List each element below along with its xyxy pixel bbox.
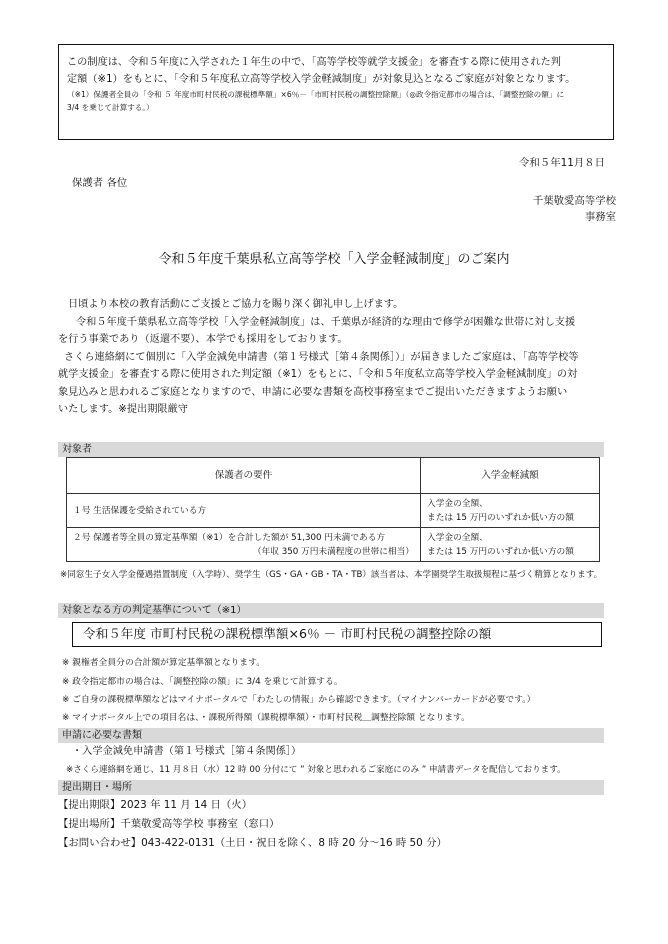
office-name: 事務室	[584, 211, 616, 223]
body-p3d: いたします。※提出期限厳守	[58, 404, 188, 415]
submission-contact: 【お問い合わせ】043-422-0131（土日・祝日を除く、8 時 20 分～16 時 50 分）	[58, 837, 447, 849]
documents-note: ※さくら連絡網を通じ、11 月８日（水）12 時 00 分付にて ” 対象と思われるご家庭にのみ ” 申請書データを配信しております。	[66, 765, 566, 775]
requirement-text: ２号 保護者等全員の算定基準額（※1）を合計した額が 51,300 円未満である方	[73, 532, 386, 543]
requirement-subtext: （年収 350 万円未満程度の世帯に相当）	[252, 546, 414, 557]
target-footnote: ※同窓生子女入学金優遇措置制度（入学時）、奨学生（GS・GA・GB・TA・TB）該当者は、本学園奨学生取扱規程に基づく精算となります。	[60, 570, 603, 580]
amount-line-2: または 15 万円のいずれか低い方の額	[427, 512, 574, 523]
recipient: 保護者 各位	[72, 177, 128, 189]
body-p3b: 就学支援金」を審査する際に使用された判定額（※1）をもとに、「令和５年度私立高等学校入学金軽減制度」の対	[58, 369, 578, 380]
body-p3a: さくら連絡網にて個別に「入学金減免申請書（第１号様式［第４条関係］）」が届きましたご家庭は、「高等学校等	[64, 351, 579, 363]
requirement-text: １号 生活保護を受給されている方	[73, 505, 207, 516]
table-header-row	[67, 458, 600, 494]
amount-line-2: または 15 万円のいずれか低い方の額	[427, 546, 574, 557]
table-cell-requirement	[67, 528, 421, 562]
documents-item: ・入学金減免申請書（第１号様式［第４条関係］）	[72, 746, 302, 757]
section-submission-heading: 提出期日・場所	[58, 780, 604, 795]
criteria-note-2: ※ 政令指定都市の場合は、「調整控除の額」に 3/4 を乗じて計算する。	[62, 677, 343, 687]
body-text	[58, 296, 618, 419]
criteria-note-3: ※ ご自身の課税標準額などはマイナポータルで「わたしの情報」から確認できます。（マイナンバーカードが必要です。）	[62, 695, 536, 705]
eligibility-table	[66, 457, 600, 562]
table-cell-amount	[421, 528, 600, 562]
amount-line-1: 入学金の全額、	[427, 498, 488, 509]
body-p1: 日頃より本校の教育活動にご支援とご協力を賜り深く御礼申し上げます。	[68, 299, 404, 310]
submission-place: 【提出場所】千葉敬愛高等学校 事務室（窓口）	[58, 818, 280, 830]
col-header-amount: 入学金軽減額	[421, 458, 600, 494]
notice-box	[58, 44, 614, 140]
school-name: 千葉敬愛高等学校	[532, 195, 616, 207]
criteria-note-1: ※ 親権者全員分の合計額が算定基準額となります。	[62, 658, 265, 668]
body-p2b: を行う事業であり（返還不要）、本学でも採用をしております。	[58, 334, 348, 345]
notice-footnote-2: 3/4 を乗じて計算する。）	[67, 103, 154, 112]
section-documents-heading: 申請に必要な書類	[58, 728, 604, 743]
notice-footnote-1: （※1）保護者全員の「令和 ５ 年度市町村民税の課税標準額」×6％－「市町村民税の調整控除額」（◎政令指定都市の場合は、「調整控除の額」に	[67, 90, 565, 99]
issue-date: 令和５年11月８日	[519, 157, 605, 169]
section-criteria-heading: 対象となる方の判定基準について（※1）	[58, 603, 604, 618]
table-row	[67, 494, 600, 528]
body-p3c: 象見込みと思われるご家庭となりますので、申請に必要な書類を高校事務室までご提出いただきますようお願い	[58, 386, 568, 398]
section-target-heading: 対象者	[58, 442, 604, 457]
page-title: 令和５年度千葉県私立高等学校「入学金軽減制度」のご案内	[158, 252, 510, 267]
notice-line-1: この制度は、令和５年度に入学された１年生の中で、「高等学校等就学支援金」を審査する際に使用された判	[67, 57, 561, 68]
table-row	[67, 528, 600, 562]
notice-line-2: 定額（※1）をもとに、「令和５年度私立高等学校入学金軽減制度」が対象見込となるご家庭が対象となります。	[67, 74, 576, 85]
submission-deadline: 【提出期限】2023 年 11 月 14 日（火）	[58, 799, 253, 811]
table-cell-requirement	[67, 494, 421, 528]
amount-line-1: 入学金の全額、	[427, 532, 488, 543]
col-header-requirement: 保護者の要件	[67, 458, 421, 494]
criteria-note-4: ※ マイナポータル上での項目名は、・課税所得額（課税標準額）・市町村民税＿調整控除額 となります。	[62, 713, 470, 723]
criteria-formula: 令和５年度 市町村民税の課税標準額×6％ － 市町村民税の調整控除の額	[72, 622, 602, 647]
table-cell-amount	[421, 494, 600, 528]
body-p2a: 令和５年度千葉県私立高等学校「入学金軽減制度」は、千葉県が経済的な理由で修学が困難な世帯に対し支援	[76, 316, 576, 328]
